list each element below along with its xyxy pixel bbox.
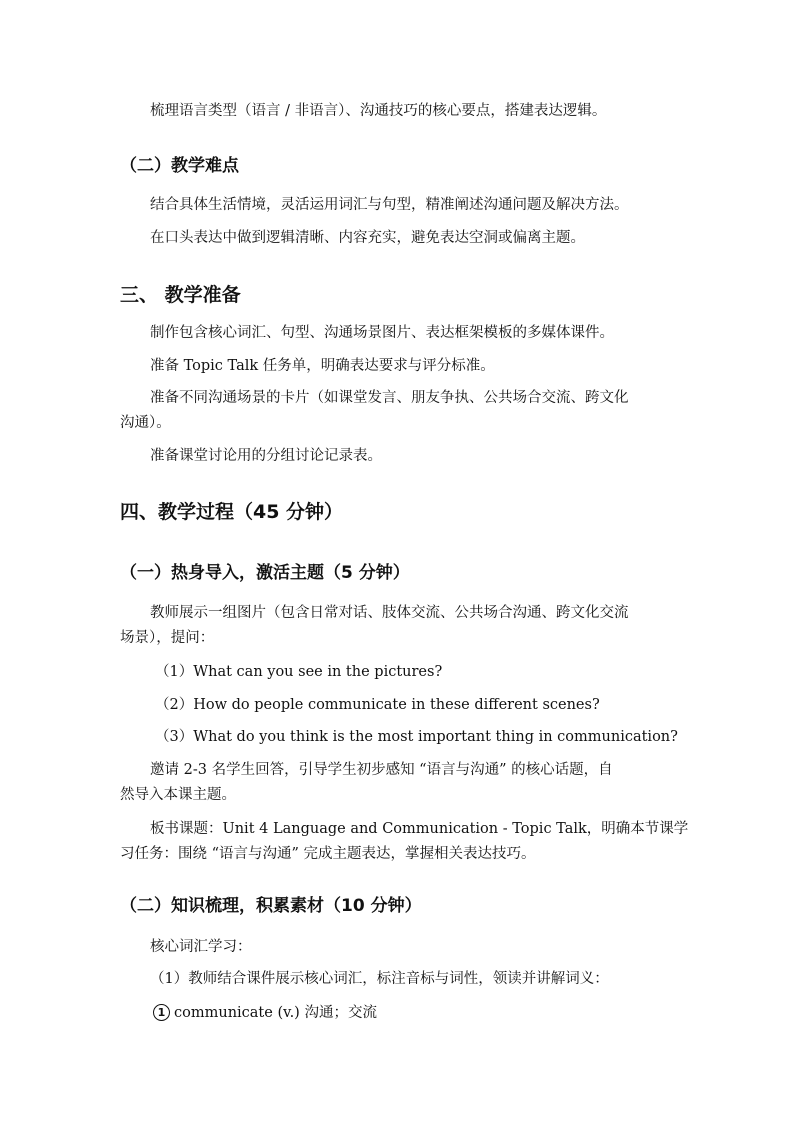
heading-teaching-difficulty: （二）教学难点 xyxy=(120,156,239,176)
heading-teaching-process: 四、教学过程（45 分钟） xyxy=(120,501,344,523)
paragraph-invite: 邀请 2-3 名学生回答，引导学生初步感知 “语言与沟通” 的核心话题，自 xyxy=(150,762,613,778)
paragraph-board-cont: 习任务：围绕 “语言与沟通” 完成主题表达，掌握相关表达技巧。 xyxy=(120,846,536,862)
paragraph-vocab-1: （1）教师结合课件展示核心词汇，标注音标与词性，领读并讲解词义： xyxy=(150,971,609,987)
paragraph-prep-4: 准备课堂讨论用的分组讨论记录表。 xyxy=(150,448,382,464)
paragraph-warmup-1-cont: 场景），提问： xyxy=(120,630,215,646)
heading-knowledge: （二）知识梳理，积累素材（10 分钟） xyxy=(120,896,422,916)
heading-warmup: （一）热身导入，激活主题（5 分钟） xyxy=(120,563,410,583)
vocab-item-1 xyxy=(153,1001,377,1022)
question-3: （3）What do you think is the most important thing in communication? xyxy=(155,729,678,745)
question-2: （2）How do people communicate in these different scenes? xyxy=(155,697,600,713)
paragraph-prep-3-cont: 沟通）。 xyxy=(120,415,171,431)
paragraph-key-points: 梳理语言类型（语言 / 非语言）、沟通技巧的核心要点，搭建表达逻辑。 xyxy=(150,103,607,119)
circled-number-1: 1 xyxy=(153,1004,170,1021)
vocab-item-1-text: communicate (v.) 沟通；交流 xyxy=(174,1005,377,1021)
paragraph-board: 板书课题：Unit 4 Language and Communication - Topic Talk，明确本节课学 xyxy=(150,821,689,837)
question-1: （1）What can you see in the pictures? xyxy=(155,664,443,680)
paragraph-vocab-title: 核心词汇学习： xyxy=(150,939,252,955)
paragraph-difficulty-2: 在口头表达中做到逻辑清晰、内容充实，避免表达空洞或偏离主题。 xyxy=(150,230,585,246)
paragraph-prep-3: 准备不同沟通场景的卡片（如课堂发言、朋友争执、公共场合交流、跨文化 xyxy=(150,390,629,406)
paragraph-prep-2: 准备 Topic Talk 任务单，明确表达要求与评分标准。 xyxy=(150,358,495,374)
paragraph-difficulty-1: 结合具体生活情境，灵活运用词汇与句型，精准阐述沟通问题及解决方法。 xyxy=(150,197,629,213)
paragraph-invite-cont: 然导入本课主题。 xyxy=(120,787,236,803)
heading-teaching-preparation: 三、 教学准备 xyxy=(120,284,241,306)
paragraph-prep-1: 制作包含核心词汇、句型、沟通场景图片、表达框架模板的多媒体课件。 xyxy=(150,325,614,341)
paragraph-warmup-1: 教师展示一组图片（包含日常对话、肢体交流、公共场合沟通、跨文化交流 xyxy=(150,605,629,621)
